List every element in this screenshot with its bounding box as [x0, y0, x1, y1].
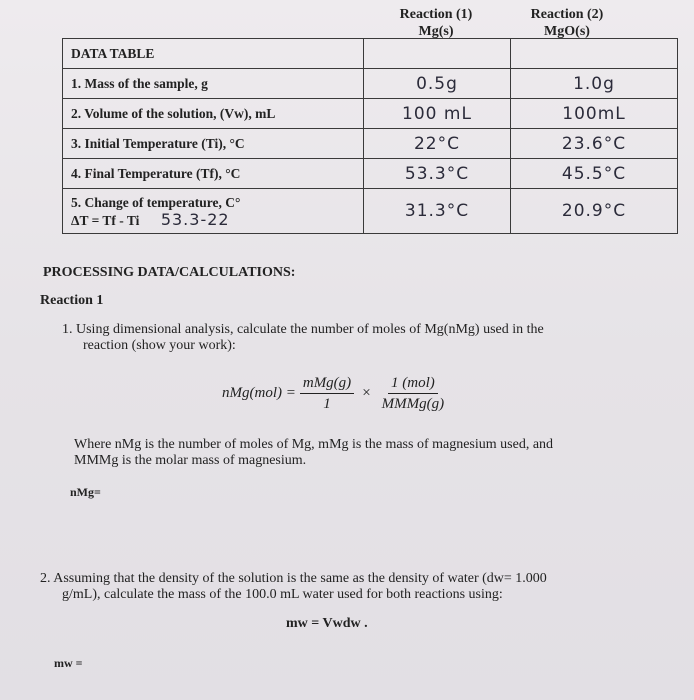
moles-formula: [222, 370, 451, 416]
question-1-line-2: reaction (show your work):: [83, 338, 236, 353]
value-reaction-2: 20.9°C: [511, 189, 678, 234]
value-reaction-2: 45.5°C: [511, 159, 678, 189]
value-reaction-2: 23.6°C: [511, 129, 678, 159]
question-2-line-2: g/mL), calculate the mass of the 100.0 mL water used for both reactions using:: [62, 587, 503, 602]
row-label: 5. Change of temperature, C° ΔT = Tf - Ti 53.3-22: [63, 189, 364, 234]
question-1-line-1: 1. Using dimensional analysis, calculate the number of moles of Mg(nMg) used in the: [62, 322, 544, 337]
handwritten-work: 53.3-22: [160, 209, 230, 229]
table-title: DATA TABLE: [63, 39, 364, 69]
row-label: 2. Volume of the solution, (Vw), mL: [63, 99, 364, 129]
section-heading: PROCESSING DATA/CALCULATIONS:: [43, 265, 296, 280]
data-table: [62, 38, 678, 234]
value-reaction-2: 1.0g: [511, 69, 678, 99]
value-reaction-1: 0.5g: [364, 69, 511, 99]
table-row: [63, 159, 678, 189]
mass-water-formula: mw = Vwdw .: [286, 616, 368, 631]
delta-t-formula: ΔT = Tf - Ti: [71, 212, 140, 228]
nmg-answer-label: nMg=: [70, 485, 101, 499]
value-reaction-1: 22°C: [364, 129, 511, 159]
formula-lhs: nMg(mol) =: [222, 384, 296, 401]
reaction-heading: Reaction 1: [40, 293, 104, 308]
value-reaction-1: 53.3°C: [364, 159, 511, 189]
table-row: [63, 129, 678, 159]
fraction-molar-mass: $\frac{\text{1 (mol)}}{\text{MMMg(g)}}$: [381, 374, 445, 412]
where-line-1: Where nMg is the number of moles of Mg, mMg is the mass of magnesium used, and: [74, 437, 554, 452]
fraction-mass: $\frac{\text{mMg(g)}}{1}$: [300, 374, 354, 413]
table-row-temperature-change: [63, 189, 678, 234]
value-reaction-1: 100 mL: [364, 99, 511, 129]
row-label: 1. Mass of the sample, g: [63, 69, 364, 99]
question-2-line-1: 2. Assuming that the density of the solution is the same as the density of water (dw= 1.000: [40, 571, 547, 586]
value-reaction-2: 100mL: [511, 99, 678, 129]
row-label: 3. Initial Temperature (Ti), °C: [63, 129, 364, 159]
mw-answer-label: mw =: [54, 656, 83, 670]
table-row: [63, 99, 678, 129]
row-label: 4. Final Temperature (Tf), °C: [63, 159, 364, 189]
multiply-sign: ×: [362, 384, 371, 401]
column-header-reaction-1: Reaction (1) Mg(s): [399, 7, 473, 39]
column-header-reaction-2: Reaction (2) MgO(s): [530, 7, 604, 39]
value-reaction-1: 31.3°C: [364, 189, 511, 234]
table-title-row: [63, 39, 678, 69]
table-row: [63, 69, 678, 99]
where-line-2: MMMg is the molar mass of magnesium.: [74, 453, 307, 468]
